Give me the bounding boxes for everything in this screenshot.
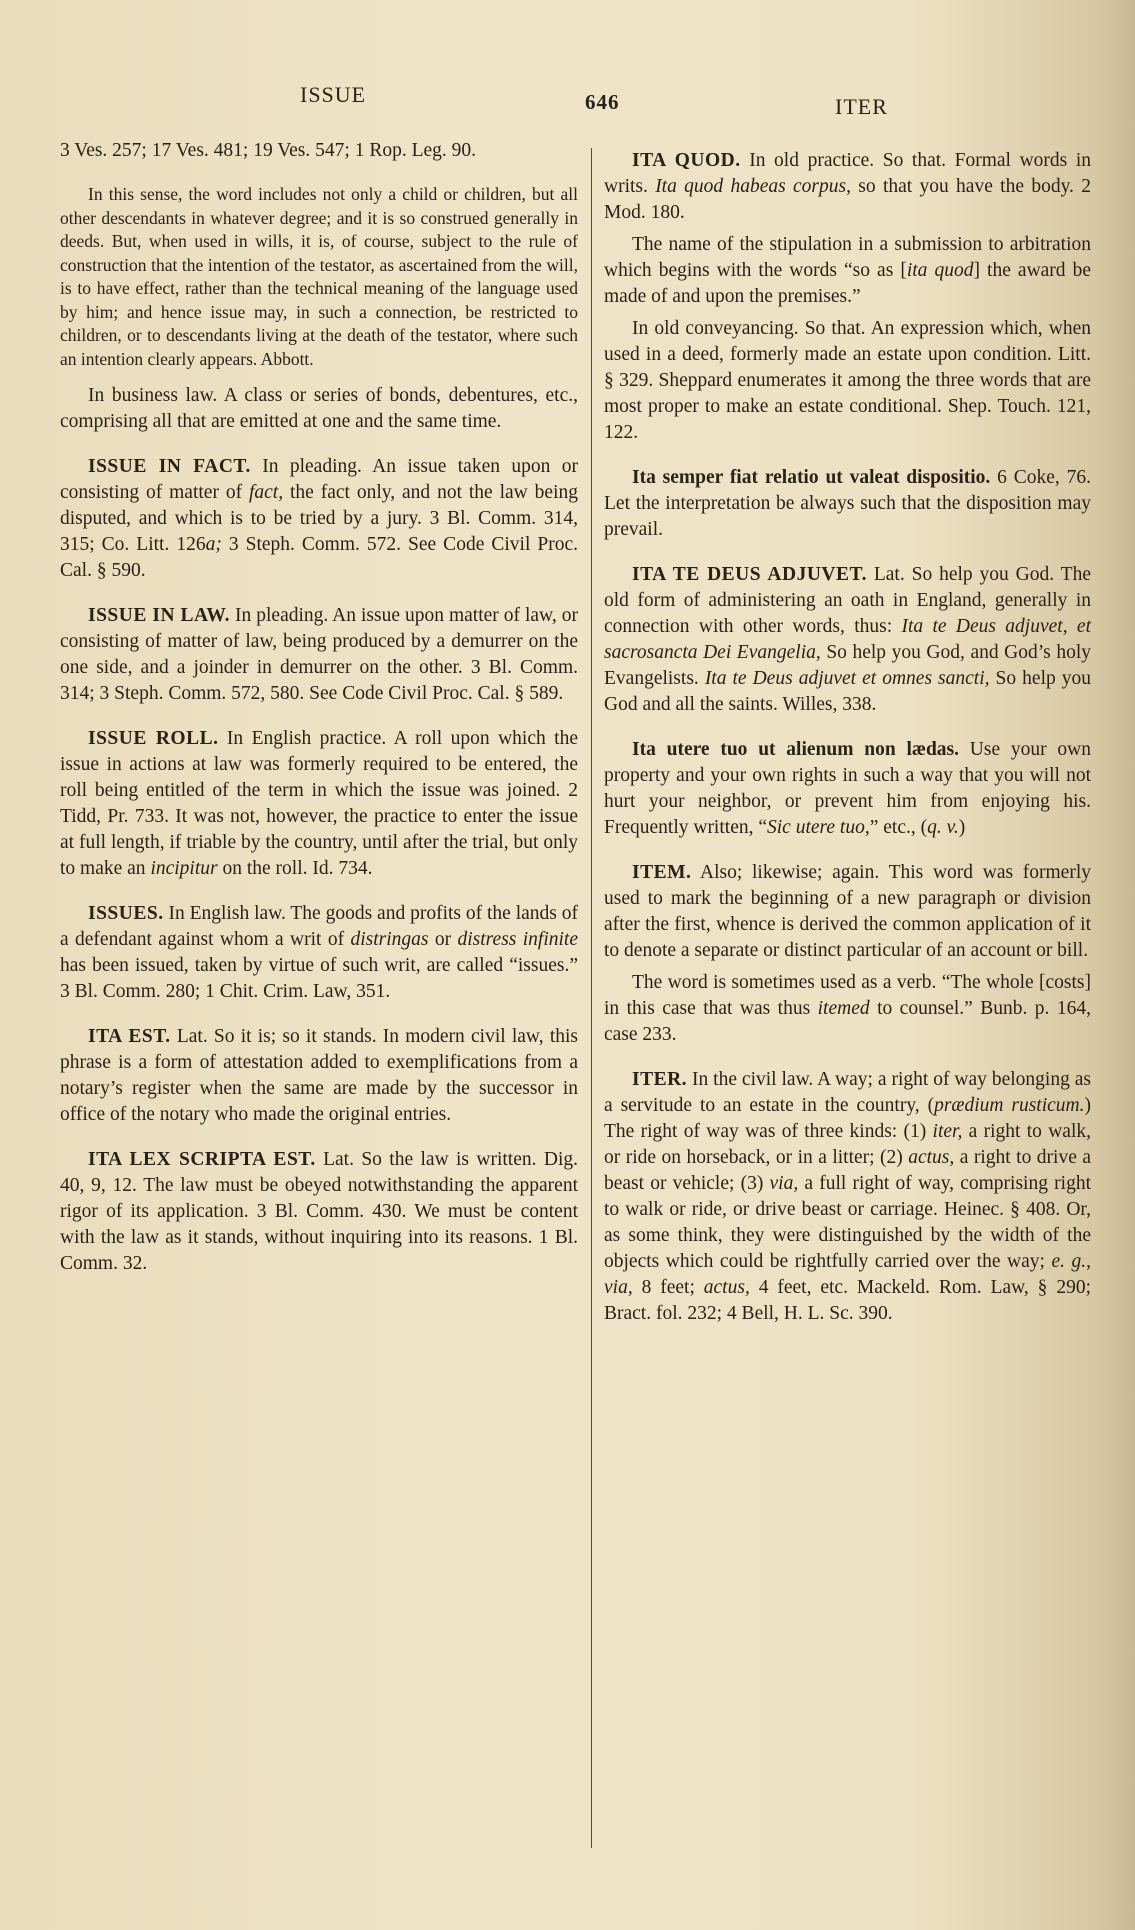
body-text: In pleading. An issue taken upon or consisting of matter of (60, 456, 578, 503)
body-text: 3 Steph. Comm. 572. See Code Civil Proc. Cal. § 590. (60, 534, 578, 581)
body-text: to counsel.” Bunb. p. 164, case 233. (604, 998, 1091, 1045)
italic-text: itemed (817, 998, 870, 1019)
running-head-right: ITER (835, 94, 888, 119)
italic-text: iter, (932, 1121, 963, 1142)
body-text: The name of the stipulation in a submission to arbitration which begins with the words “so as [ (604, 234, 1091, 281)
body-text: In pleading. An issue upon matter of law, or consisting of matter of law, being produced by a demurrer on the one side, and a joinder in demurrer on the other. 3 Bl. Comm. 314; 3 Steph. Comm. 572, 580. See Code Civil Proc. Cal. § 589. (60, 605, 578, 704)
entry-ita-semper (604, 465, 1091, 543)
body-text: In the civil law. A way; a right of way belonging as a servitude to an estate in the country, ( (604, 1069, 1091, 1116)
body-text: a right to drive a beast or vehicle; (3) (604, 1147, 1091, 1194)
body-text: Also; likewise; again. This word was formerly used to mark the beginning of a new paragraph or division after the first, whence is derived the common application of it to denote a separate or distinct particular of an account or bill. (604, 862, 1091, 961)
maxim: Ita semper fiat relatio ut valeat dispositio. (632, 467, 991, 488)
entry-ita-quod-submission (604, 232, 1091, 310)
entry-ita-est (60, 1024, 578, 1128)
italic-text: ita quod (906, 260, 974, 281)
entry-item (604, 860, 1091, 964)
entry-issue-business-law (60, 383, 578, 435)
body-text: So help you God, and God’s holy Evangelists. (604, 642, 1091, 689)
entry-issue-in-fact (60, 454, 578, 584)
body-text: 3 Ves. 257; 17 Ves. 481; 19 Ves. 547; 1 Rop. Leg. 90. (60, 140, 477, 161)
body-text: a right to walk, or ride on horseback, or in a litter; (2) (604, 1121, 1091, 1168)
headword: ITA EST. (88, 1026, 171, 1047)
page-number: 646 (585, 90, 620, 114)
running-head-left: ISSUE (300, 82, 367, 107)
body-text: Lat. So it is; so it stands. In modern civil law, this phrase is a form of attestation added to exemplifications from a notary’s register when the same are made by the successor in office of the notary who made the original entries. (60, 1026, 578, 1125)
italic-text: distringas (350, 929, 429, 950)
body-text: the fact only, and not the law being disputed, and which is to be tried by a jury. 3 Bl. Comm. 314, 315; Co. Litt. 126 (60, 482, 578, 555)
body-text: so that you have the body. 2 Mod. 180. (604, 176, 1091, 223)
entry-issue-roll (60, 726, 578, 882)
body-text: on the roll. Id. 734. (217, 858, 373, 879)
body-text: 6 Coke, 76. Let the interpretation be always such that the disposition may prevail. (604, 467, 1091, 540)
body-text: ] the award be made of and upon the premises.” (604, 260, 1092, 307)
italic-text: Sic utere tuo, (767, 817, 870, 838)
entry-issues (60, 901, 578, 1005)
body-text: Lat. So help you God. The old form of administering an oath in England, generally in connection with other words, thus: (604, 564, 1091, 637)
italic-text: Ita te Deus adjuvet, et sacrosancta Dei Evangelia, (604, 616, 1091, 663)
italic-text: actus, (703, 1277, 750, 1298)
italic-text: Ita te Deus adjuvet et omnes sancti, (704, 668, 990, 689)
entry-iter (604, 1067, 1091, 1327)
italic-text: prædium rusticum. (934, 1095, 1085, 1116)
body-text: has been issued, taken by virtue of such writ, are called “issues.” 3 Bl. Comm. 280; 1 Chit. Crim. Law, 351. (60, 955, 578, 1002)
entry-issue-in-law (60, 603, 578, 707)
entry-ita-te-deus-adjuvet (604, 562, 1091, 718)
headword: ISSUES. (88, 903, 164, 924)
body-text: or (428, 929, 458, 950)
column-divider (591, 148, 592, 1848)
italic-text: fact, (248, 482, 284, 503)
body-text: In business law. A class or series of bonds, debentures, etc., comprising all that are emitted at one and the same time. (60, 385, 578, 432)
entry-ita-quod (604, 148, 1091, 226)
entry-item-verb (604, 970, 1091, 1048)
headword: ITA TE DEUS ADJUVET. (632, 564, 867, 585)
right-column (604, 148, 1091, 1346)
headword: ISSUE IN FACT. (88, 456, 251, 477)
maxim: Ita utere tuo ut alienum non lædas. (632, 739, 960, 760)
italic-text: distress infinite (457, 929, 578, 950)
body-text: 8 feet; (632, 1277, 704, 1298)
italic-text: via, (769, 1173, 799, 1194)
entry-issue-continued (60, 138, 578, 164)
entry-ita-utere (604, 737, 1091, 841)
body-text: ” etc., ( (869, 817, 928, 838)
italic-text: e. g., via, (604, 1251, 1092, 1298)
headword: ITER. (632, 1069, 688, 1090)
italic-text: incipitur (150, 858, 218, 879)
headword: ITA QUOD. (632, 150, 741, 171)
headword: ITA LEX SCRIPTA EST. (88, 1149, 316, 1170)
body-text: In this sense, the word includes not only a child or children, but all other descendants in whatever degree; and it is so construed generally in deeds. But, when used in wills, it is, of course, subject to the rule of construction that the intention of the testator, as ascertained from the will, is to have effect, rather than the technical meaning of the language used by him; and hence issue may, in such a connection, be restricted to children, or to descendants living at the death of the testator, where such an intention clearly appears. Abbott. (60, 184, 578, 369)
entry-issue-abbott-note (60, 183, 578, 371)
headword: ISSUE ROLL. (88, 728, 219, 749)
headword: ISSUE IN LAW. (88, 605, 231, 626)
headword: ITEM. (632, 862, 692, 883)
italic-text: Ita quod habeas corpus, (655, 176, 851, 197)
left-column (60, 138, 578, 1296)
body-text: Lat. So the law is written. Dig. 40, 9, 12. The law must be obeyed notwithstanding the apparent rigor of its application. 3 Bl. Comm. 430. We must be content with the law as it stands, without inquiring into its reasons. 1 Bl. Comm. 32. (60, 1149, 578, 1274)
body-text: In English law. The goods and profits of the lands of a defendant against whom a writ of (60, 903, 578, 950)
entry-ita-lex-scripta-est (60, 1147, 578, 1277)
italic-text: q. v. (927, 817, 959, 838)
body-text: 4 feet, etc. Mackeld. Rom. Law, § 290; Bract. fol. 232; 4 Bell, H. L. Sc. 390. (604, 1277, 1091, 1324)
body-text: a full right of way, comprising right to walk or ride, or drive beast or carriage. Heinec. § 408. Or, as some think, they were distinguished by the width of the objects which could be rightfully carried over the way; (604, 1173, 1091, 1272)
italic-text: a; (205, 534, 222, 555)
body-text: In old conveyancing. So that. An expression which, when used in a deed, formerly made an estate upon condition. Litt. § 329. Sheppard enumerates it among the three words that are most proper to make an estate conditional. Shep. Touch. 121, 122. (604, 318, 1091, 443)
body-text: The word is sometimes used as a verb. “The whole [costs] in this case that was thus (604, 972, 1091, 1019)
body-text: In English practice. A roll upon which the issue in actions at law was formerly required to be entered, the roll being entitled of the term in which the issue was joined. 2 Tidd, Pr. 733. It was not, however, the practice to enter the issue at full length, if triable by the country, until after the trial, but only to make an (60, 728, 578, 879)
italic-text: actus, (908, 1147, 955, 1168)
body-text: ) (958, 817, 966, 838)
entry-ita-quod-conveyancing (604, 316, 1091, 446)
body-text: Use your own property and your own rights in such a way that you will not hurt your neighbor, or prevent him from enjoying his. Frequently written, “ (604, 739, 1092, 838)
body-text: In old practice. So that. Formal words in writs. (604, 150, 1091, 197)
body-text: ) The right of way was of three kinds: (1) (604, 1095, 1091, 1142)
body-text: So help you God and all the saints. Willes, 338. (604, 668, 1092, 715)
